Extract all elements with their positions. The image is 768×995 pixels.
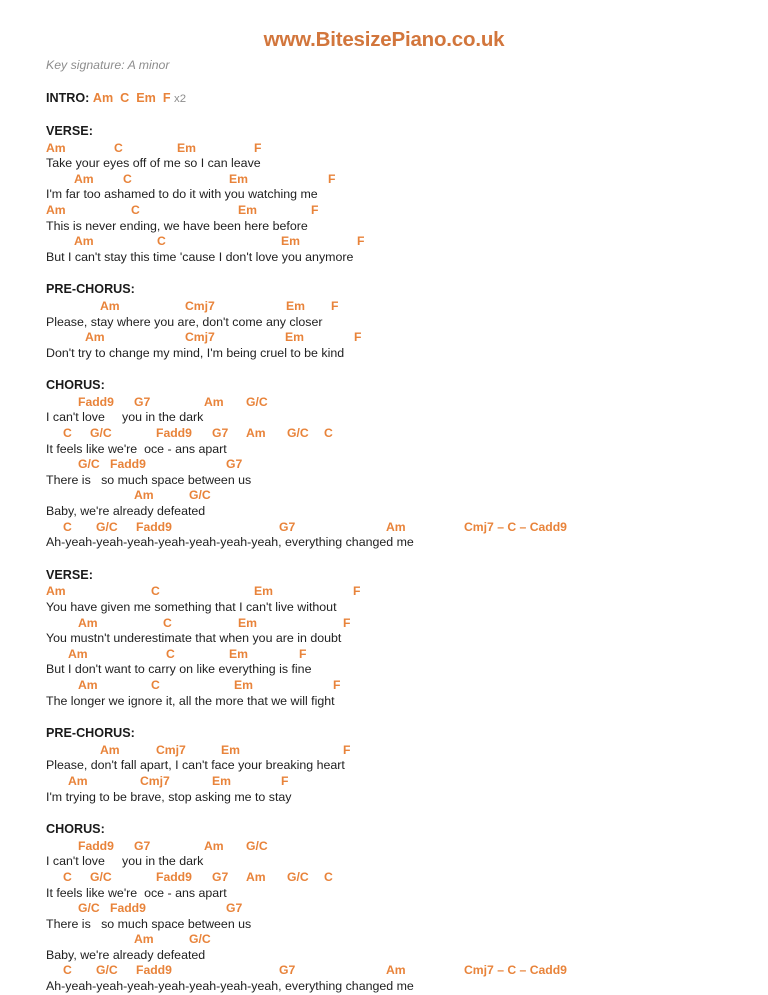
lyric-row	[46, 346, 768, 362]
chord-symbol: Am	[386, 519, 406, 534]
chord-symbol: Em	[229, 646, 248, 661]
chord-symbol: Cmj7	[156, 742, 186, 757]
lyric-row	[46, 631, 768, 647]
chord-symbol: Em	[238, 615, 257, 630]
lyric-row	[46, 917, 768, 933]
chord-symbol: Am	[78, 615, 98, 630]
chord-row	[46, 616, 768, 632]
lyric-row	[46, 504, 768, 520]
lyric-text: Please, stay where you are, don't come any closer	[46, 314, 323, 329]
lyric-text: The longer we ignore it, all the more that we will fight	[46, 693, 335, 708]
song-section	[46, 822, 768, 995]
chord-symbol: F	[343, 742, 351, 757]
chord-symbol: Em	[221, 742, 240, 757]
chord-symbol: G/C	[96, 963, 118, 978]
chord-symbol: Am	[134, 932, 154, 947]
intro-chords: Am C Em F	[92, 91, 171, 106]
chord-row	[46, 870, 768, 886]
lyric-row	[46, 694, 768, 710]
chord-symbol: C	[157, 234, 166, 249]
chord-symbol: G/C	[287, 869, 309, 884]
chord-symbol: F	[328, 171, 336, 186]
chord-symbol: F	[357, 234, 365, 249]
chord-row	[46, 839, 768, 855]
lyric-text: Please, don't fall apart, I can't face your breaking heart	[46, 758, 345, 773]
chord-symbol: C	[324, 426, 333, 441]
chord-symbol: C	[123, 171, 132, 186]
chord-symbol: Am	[68, 773, 88, 788]
lyric-text: But I don't want to carry on like everything is fine	[46, 662, 312, 677]
chord-symbol: Em	[177, 140, 196, 155]
chord-symbol: Em	[238, 202, 257, 217]
lyric-text: Don't try to change my mind, I'm being cruel to be kind	[46, 345, 345, 360]
chord-symbol: Am	[74, 171, 94, 186]
chord-symbol: G7	[226, 901, 243, 916]
section-title: CHORUS:	[46, 378, 105, 393]
lyric-text: There is so much space between us	[46, 916, 252, 931]
chord-symbol: C	[151, 584, 160, 599]
chord-symbol: G7	[212, 869, 229, 884]
chord-row	[46, 172, 768, 188]
section-title: PRE-CHORUS:	[46, 726, 135, 741]
lyric-row	[46, 535, 768, 551]
chord-symbol: C	[166, 646, 175, 661]
chord-row	[46, 901, 768, 917]
lyric-text: This is never ending, we have been here before	[46, 218, 308, 233]
lyric-text: I'm trying to be brave, stop asking me to stay	[46, 789, 292, 804]
lyric-row	[46, 854, 768, 870]
song-section	[46, 282, 768, 361]
lyric-text: It feels like we're oce - ans apart	[46, 441, 227, 456]
chord-symbol: Fadd9	[136, 519, 172, 534]
chord-symbol: F	[354, 330, 362, 345]
chord-row	[46, 743, 768, 759]
chord-symbol: Am	[204, 394, 224, 409]
lyric-row	[46, 758, 768, 774]
chord-symbol: G/C	[246, 838, 268, 853]
chord-symbol: Am	[134, 488, 154, 503]
chord-symbol: F	[299, 646, 307, 661]
lyric-row	[46, 315, 768, 331]
chord-symbol: Em	[254, 584, 273, 599]
lyric-row	[46, 410, 768, 426]
chord-symbol: Am	[204, 838, 224, 853]
chord-symbol: Am	[78, 677, 98, 692]
chord-symbol: C	[163, 615, 172, 630]
chord-row	[46, 299, 768, 315]
chord-symbol: G/C	[78, 901, 100, 916]
chord-symbol: G7	[134, 838, 151, 853]
lyric-row	[46, 979, 768, 995]
intro-line	[46, 91, 768, 107]
chord-symbol: C	[131, 202, 140, 217]
intro-label: INTRO:	[46, 91, 90, 106]
chord-symbol: Em	[285, 330, 304, 345]
chord-symbol: C	[63, 519, 72, 534]
chord-symbol: G/C	[78, 457, 100, 472]
chord-row	[46, 330, 768, 346]
chord-symbol: Em	[229, 171, 248, 186]
chord-symbol: G7	[134, 394, 151, 409]
chord-symbol: G/C	[189, 488, 211, 503]
site-title: www.BitesizePiano.co.uk	[263, 28, 505, 51]
chord-row	[46, 584, 768, 600]
chord-symbol: Fadd9	[110, 901, 146, 916]
sections-container	[0, 124, 768, 995]
chord-symbol: G/C	[189, 932, 211, 947]
chord-symbol: F	[311, 202, 319, 217]
song-section	[46, 378, 768, 551]
lyric-text: Baby, we're already defeated	[46, 947, 206, 962]
song-section	[46, 568, 768, 709]
song-section	[46, 124, 768, 265]
chord-row	[46, 488, 768, 504]
chord-symbol: F	[333, 677, 341, 692]
chord-symbol: C	[324, 869, 333, 884]
chord-row	[46, 426, 768, 442]
chord-symbol: G/C	[246, 394, 268, 409]
chord-symbol: C	[63, 963, 72, 978]
lyric-row	[46, 250, 768, 266]
chord-row	[46, 141, 768, 157]
section-title: PRE-CHORUS:	[46, 282, 135, 297]
chord-row	[46, 234, 768, 250]
chord-symbol: G7	[279, 963, 296, 978]
chord-symbol: Am	[46, 140, 66, 155]
chord-symbol: Am	[46, 202, 66, 217]
song-section	[46, 726, 768, 805]
chord-symbol: G/C	[96, 519, 118, 534]
chord-symbol: C	[63, 869, 72, 884]
section-title: VERSE:	[46, 123, 93, 138]
chord-symbol: Cmj7 – C – Cadd9	[464, 519, 567, 534]
chord-symbol: Em	[281, 234, 300, 249]
chord-row	[46, 678, 768, 694]
chord-symbol: Em	[286, 298, 305, 313]
lyric-text: Ah-yeah-yeah-yeah-yeah-yeah-yeah-yeah, everything changed me	[46, 535, 414, 550]
chord-symbol: C	[63, 426, 72, 441]
chord-symbol: Fadd9	[136, 963, 172, 978]
chord-symbol: G/C	[90, 426, 112, 441]
chord-symbol: Am	[100, 742, 120, 757]
chord-symbol: F	[331, 298, 339, 313]
chord-symbol: F	[353, 584, 361, 599]
chord-symbol: Am	[386, 963, 406, 978]
chord-symbol: G7	[212, 426, 229, 441]
lyric-text: You have given me something that I can't live without	[46, 600, 337, 615]
lyric-row	[46, 219, 768, 235]
lyric-text: You mustn't underestimate that when you are in doubt	[46, 631, 342, 646]
lyric-row	[46, 948, 768, 964]
chord-row	[46, 963, 768, 979]
chord-symbol: F	[254, 140, 262, 155]
chord-symbol: Cmj7	[140, 773, 170, 788]
lyric-row	[46, 473, 768, 489]
lyric-row	[46, 790, 768, 806]
chord-symbol: Am	[74, 234, 94, 249]
chord-symbol: Am	[100, 298, 120, 313]
chord-symbol: G7	[279, 519, 296, 534]
lyric-row	[46, 187, 768, 203]
chord-row	[46, 395, 768, 411]
lyric-text: But I can't stay this time 'cause I don't love you anymore	[46, 249, 354, 264]
chord-symbol: Am	[246, 426, 266, 441]
lyric-row	[46, 442, 768, 458]
chord-row	[46, 457, 768, 473]
lyric-text: Take your eyes off of me so I can leave	[46, 156, 261, 171]
chord-symbol: Am	[246, 869, 266, 884]
chord-row	[46, 520, 768, 536]
chord-row	[46, 203, 768, 219]
chord-symbol: Fadd9	[156, 426, 192, 441]
lyric-text: I'm far too ashamed to do it with you watching me	[46, 187, 318, 202]
lyric-text: I can't love you in the dark	[46, 854, 204, 869]
chord-symbol: Am	[85, 330, 105, 345]
chord-symbol: G/C	[90, 869, 112, 884]
chord-symbol: C	[114, 140, 123, 155]
chord-symbol: C	[151, 677, 160, 692]
intro-repeat-marker: x2	[174, 93, 187, 106]
chord-symbol: Cmj7 – C – Cadd9	[464, 963, 567, 978]
lyric-text: It feels like we're oce - ans apart	[46, 885, 227, 900]
lyric-row	[46, 600, 768, 616]
chord-row	[46, 932, 768, 948]
section-title: VERSE:	[46, 567, 93, 582]
chord-symbol: F	[281, 773, 289, 788]
chord-symbol: Cmj7	[185, 298, 215, 313]
chord-symbol: Fadd9	[78, 394, 114, 409]
chord-symbol: Em	[212, 773, 231, 788]
chord-symbol: Am	[68, 646, 88, 661]
lyric-row	[46, 886, 768, 902]
chord-symbol: Em	[234, 677, 253, 692]
chord-symbol: G/C	[287, 426, 309, 441]
lyric-text: Baby, we're already defeated	[46, 504, 206, 519]
chord-symbol: F	[343, 615, 351, 630]
chord-symbol: Cmj7	[185, 330, 215, 345]
lyric-text: There is so much space between us	[46, 472, 252, 487]
section-title: CHORUS:	[46, 822, 105, 837]
lyric-row	[46, 662, 768, 678]
lyric-row	[46, 156, 768, 172]
chord-row	[46, 647, 768, 663]
lyric-text: I can't love you in the dark	[46, 410, 204, 425]
chord-row	[46, 774, 768, 790]
chord-symbol: Fadd9	[78, 838, 114, 853]
chord-symbol: Am	[46, 584, 66, 599]
key-signature-label: Key signature: A minor	[46, 57, 170, 72]
lyric-text: Ah-yeah-yeah-yeah-yeah-yeah-yeah-yeah, everything changed me	[46, 979, 414, 994]
chord-symbol: G7	[226, 457, 243, 472]
chord-symbol: Fadd9	[156, 869, 192, 884]
chord-symbol: Fadd9	[110, 457, 146, 472]
